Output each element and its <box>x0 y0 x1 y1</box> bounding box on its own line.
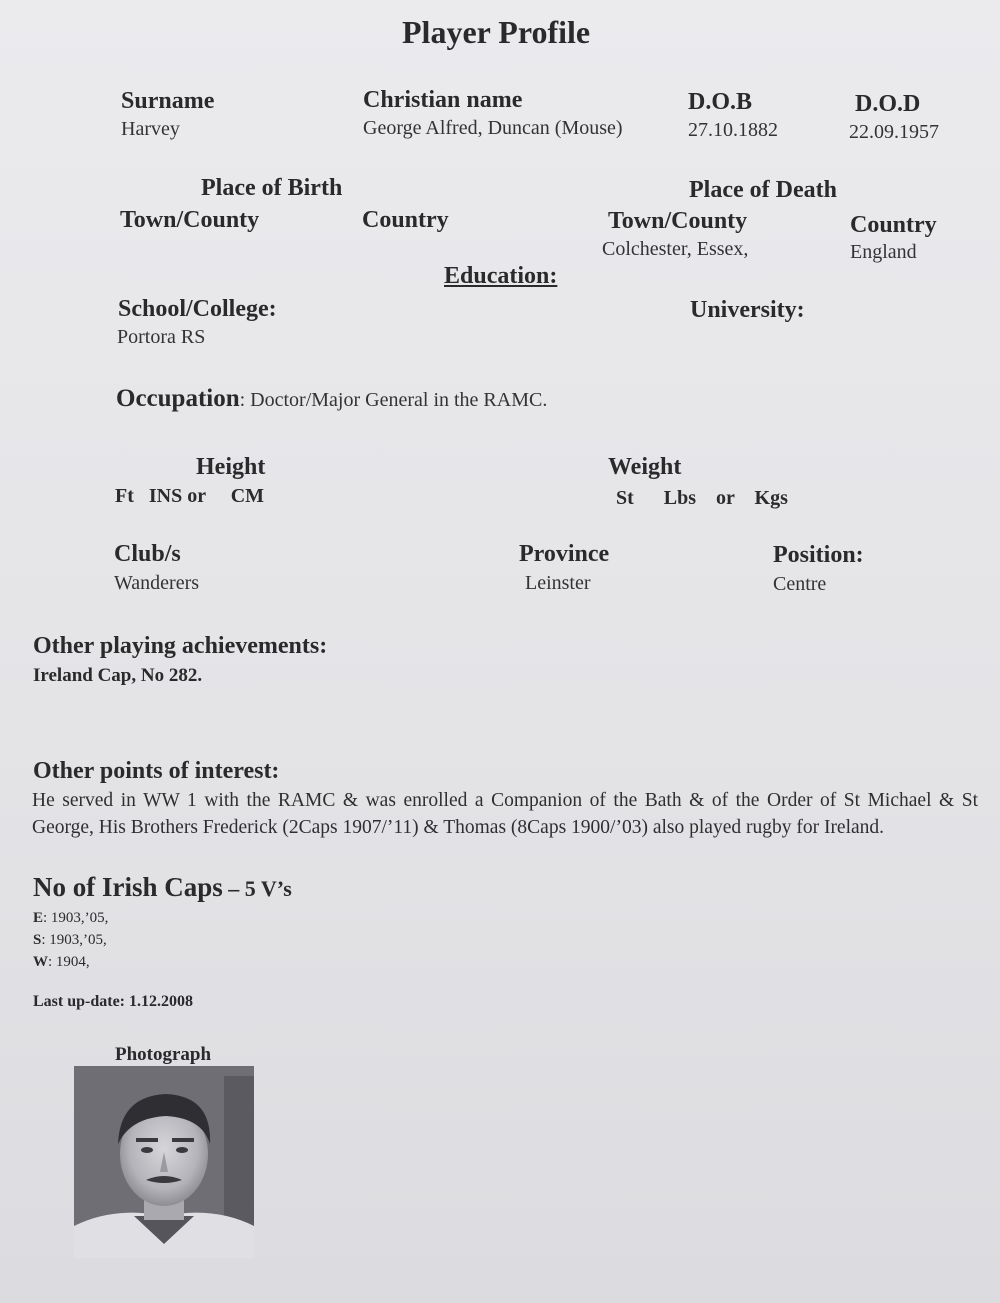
achievements-value: Ireland Cap, No 282. <box>33 665 203 686</box>
achievements-label: Other playing achievements: <box>33 633 328 659</box>
death-town-value: Colchester, Essex, <box>602 238 749 260</box>
university-label: University: <box>690 297 805 323</box>
occupation-label: Occupation <box>116 385 240 412</box>
dod-label: D.O.D <box>855 91 921 117</box>
last-update: Last up-date: 1.12.2008 <box>33 993 194 1010</box>
dob-label: D.O.B <box>688 89 753 115</box>
club-value: Wanderers <box>114 572 200 594</box>
caps-item-s <box>33 929 108 951</box>
caps-list <box>33 907 108 973</box>
interest-label: Other points of interest: <box>33 758 280 784</box>
position-label: Position: <box>773 542 864 568</box>
interest-text: He served in WW 1 with the RAMC & was enrolled a Companion of the Bath & of the Order of St Michael & St George, His Brothers Frederick (2Caps 1907/’11) & Thomas (8Caps 1900/’03) also played rugby for Ireland. <box>32 790 978 838</box>
occupation-row <box>116 385 547 413</box>
club-label: Club/s <box>114 541 181 567</box>
caps-item-w <box>33 951 108 973</box>
place-of-death-label: Place of Death <box>689 177 837 203</box>
occupation-value: : Doctor/Major General in the RAMC. <box>239 389 548 411</box>
dob-value: 27.10.1882 <box>688 119 778 141</box>
caps-years-e: : 1903,’05, <box>43 910 109 926</box>
weight-label: Weight <box>608 454 682 480</box>
caps-years-w: : 1904, <box>48 954 90 970</box>
page-title: Player Profile <box>402 14 591 50</box>
birth-country-label: Country <box>362 207 449 233</box>
dod-value: 22.09.1957 <box>849 121 939 143</box>
caps-label: No of Irish Caps <box>33 872 223 902</box>
player-photograph <box>74 1066 254 1258</box>
surname-label: Surname <box>121 88 215 114</box>
christian-name-label: Christian name <box>363 87 523 113</box>
caps-suffix: – 5 V’s <box>222 876 292 901</box>
weight-units: St Lbs or Kgs <box>616 487 788 509</box>
province-label: Province <box>519 541 610 567</box>
caps-team-w: W <box>33 954 48 970</box>
christian-name-value: George Alfred, Duncan (Mouse) <box>363 117 623 139</box>
caps-row <box>33 872 292 903</box>
player-portrait-icon <box>74 1066 254 1258</box>
death-town-label: Town/County <box>608 208 748 234</box>
school-label: School/College: <box>118 296 277 322</box>
position-value: Centre <box>773 573 827 595</box>
surname-value: Harvey <box>121 118 180 140</box>
school-value: Portora RS <box>117 326 206 348</box>
height-units: Ft INS or CM <box>115 485 265 507</box>
height-label: Height <box>196 454 266 480</box>
birth-town-label: Town/County <box>120 207 260 233</box>
province-value: Leinster <box>525 572 591 594</box>
death-country-value: England <box>850 241 917 263</box>
place-of-birth-label: Place of Birth <box>201 175 343 201</box>
caps-team-s: S <box>33 932 42 948</box>
photograph-label: Photograph <box>115 1044 212 1065</box>
caps-team-e: E <box>33 910 44 926</box>
education-heading: Education: <box>444 263 558 289</box>
caps-item-e <box>33 907 108 929</box>
death-country-label: Country <box>850 212 937 238</box>
caps-years-s: : 1903,’05, <box>41 932 107 948</box>
